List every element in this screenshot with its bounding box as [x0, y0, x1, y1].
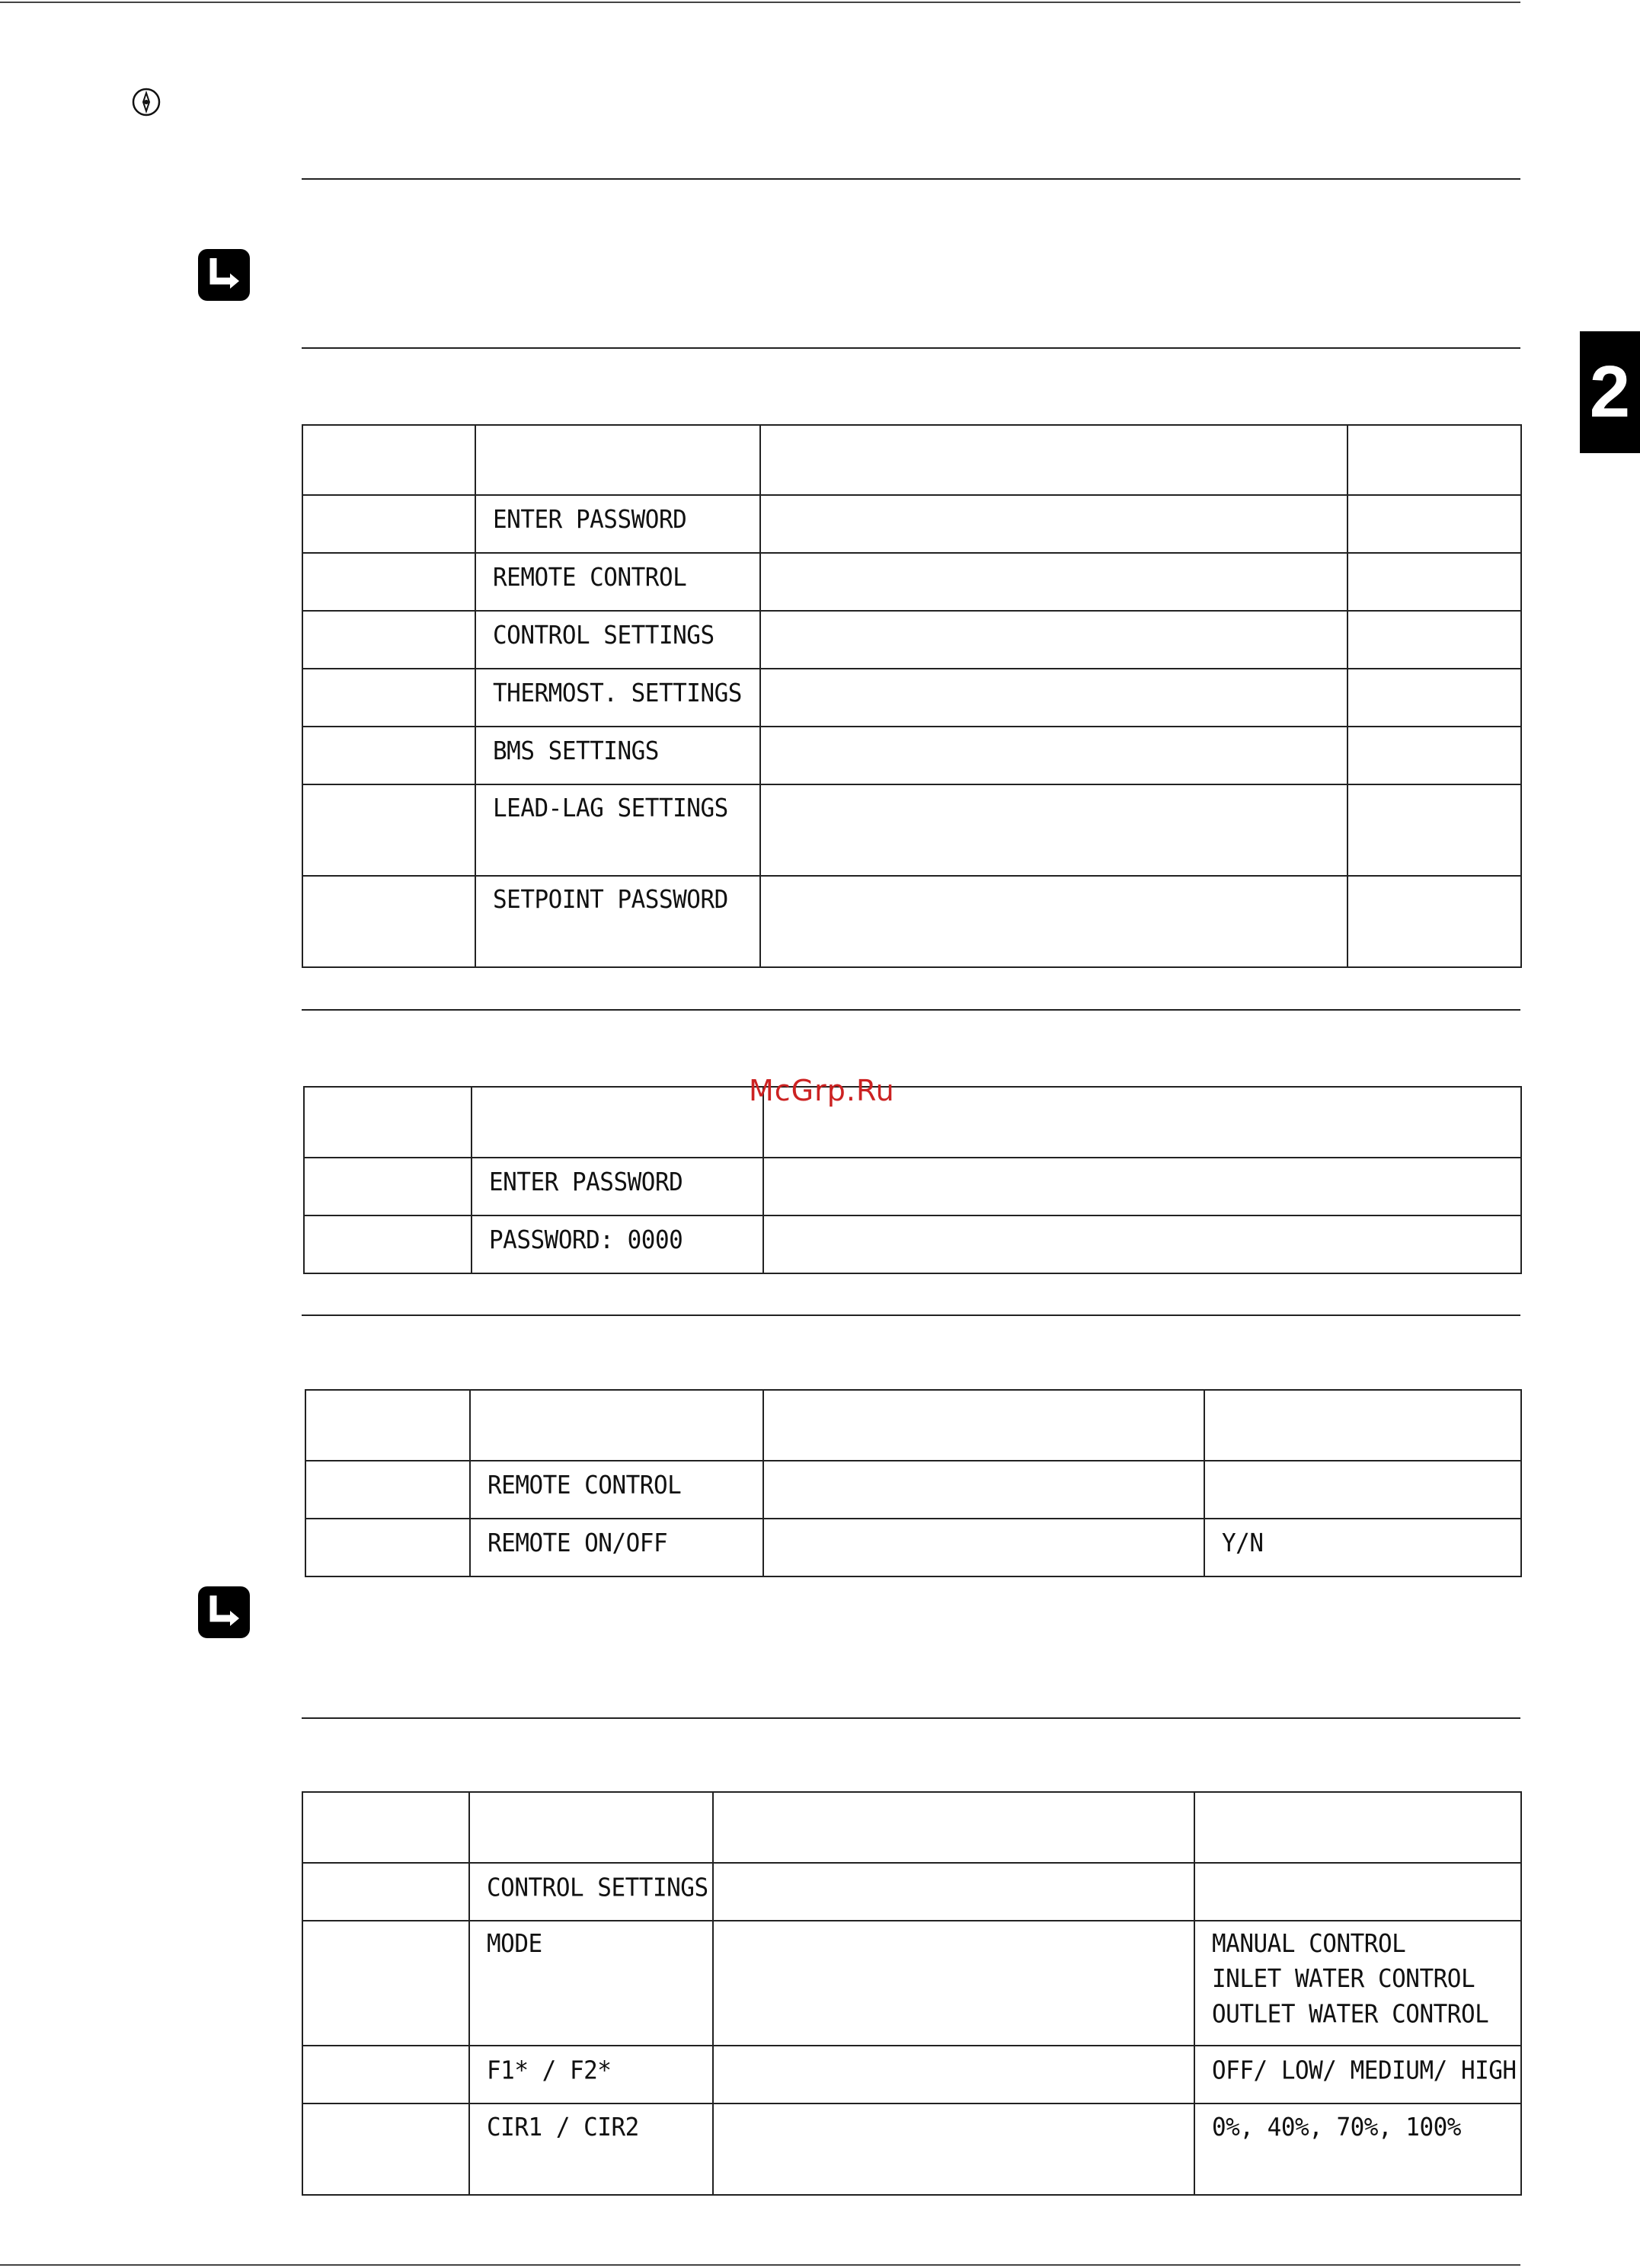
table-row [302, 876, 1521, 967]
menu-item: SETPOINT PASSWORD [475, 874, 760, 969]
table-row [305, 1519, 1521, 1576]
remote-on-off-value: Y/N [1204, 1517, 1521, 1578]
password-value: PASSWORD: 0000 [472, 1214, 763, 1275]
menu-item: LEAD-LAG SETTINGS [475, 782, 760, 878]
table-row [302, 1863, 1521, 1921]
remote-on-off-label: REMOTE ON/OFF [470, 1517, 763, 1578]
watermark: McGrp.Ru [749, 1074, 895, 1107]
password-prompt: ENTER PASSWORD [472, 1156, 763, 1217]
table-row [302, 553, 1521, 611]
table-row [302, 669, 1521, 727]
chapter-number: 2 [1589, 351, 1631, 433]
mode-label: MODE [469, 1918, 713, 2049]
top-rule [0, 2, 1520, 3]
remote-control-label: REMOTE CONTROL [470, 1459, 763, 1520]
circuit-label: CIR1 / CIR2 [469, 2101, 713, 2197]
control-settings-table [302, 1791, 1522, 2196]
remote-table [305, 1389, 1522, 1577]
table-row [302, 1921, 1521, 2046]
fan-options: OFF/ LOW/ MEDIUM/ HIGH [1194, 2044, 1521, 2105]
table-row [302, 2046, 1521, 2103]
table-row [304, 1158, 1521, 1215]
mode-option: MANUAL CONTROL [1212, 1929, 1406, 1959]
table-row [302, 727, 1521, 784]
menu-item: ENTER PASSWORD [475, 494, 760, 554]
fan-label: F1* / F2* [469, 2044, 713, 2105]
note-arrow-icon [197, 1585, 251, 1640]
section-rule-1 [302, 178, 1520, 180]
circuit-options: 0%, 40%, 70%, 100% [1194, 2101, 1521, 2197]
mode-options [1194, 1918, 1521, 2049]
note-arrow-icon [197, 248, 251, 302]
mode-option: INLET WATER CONTROL [1212, 1964, 1475, 1994]
menu-item: CONTROL SETTINGS [475, 609, 760, 670]
menu-item: REMOTE CONTROL [475, 551, 760, 612]
menu-item: THERMOST. SETTINGS [475, 667, 760, 728]
section-rule-5 [302, 1717, 1520, 1719]
section-rule-2 [302, 347, 1520, 349]
control-settings-label: CONTROL SETTINGS [469, 1861, 713, 1922]
table-row [305, 1461, 1521, 1519]
table-row [302, 2103, 1521, 2195]
table-row [304, 1215, 1521, 1273]
password-table [303, 1086, 1522, 1274]
menu-table [302, 424, 1522, 968]
menu-item: BMS SETTINGS [475, 725, 760, 786]
table-row [302, 495, 1521, 553]
section-rule-3 [302, 1009, 1520, 1011]
table-row [302, 611, 1521, 669]
compass-circle-icon [131, 87, 161, 117]
mode-option: OUTLET WATER CONTROL [1212, 2000, 1489, 2029]
bottom-rule [0, 2264, 1520, 2266]
section-rule-4 [302, 1314, 1520, 1316]
table-row [302, 784, 1521, 876]
chapter-tab [1580, 331, 1640, 453]
